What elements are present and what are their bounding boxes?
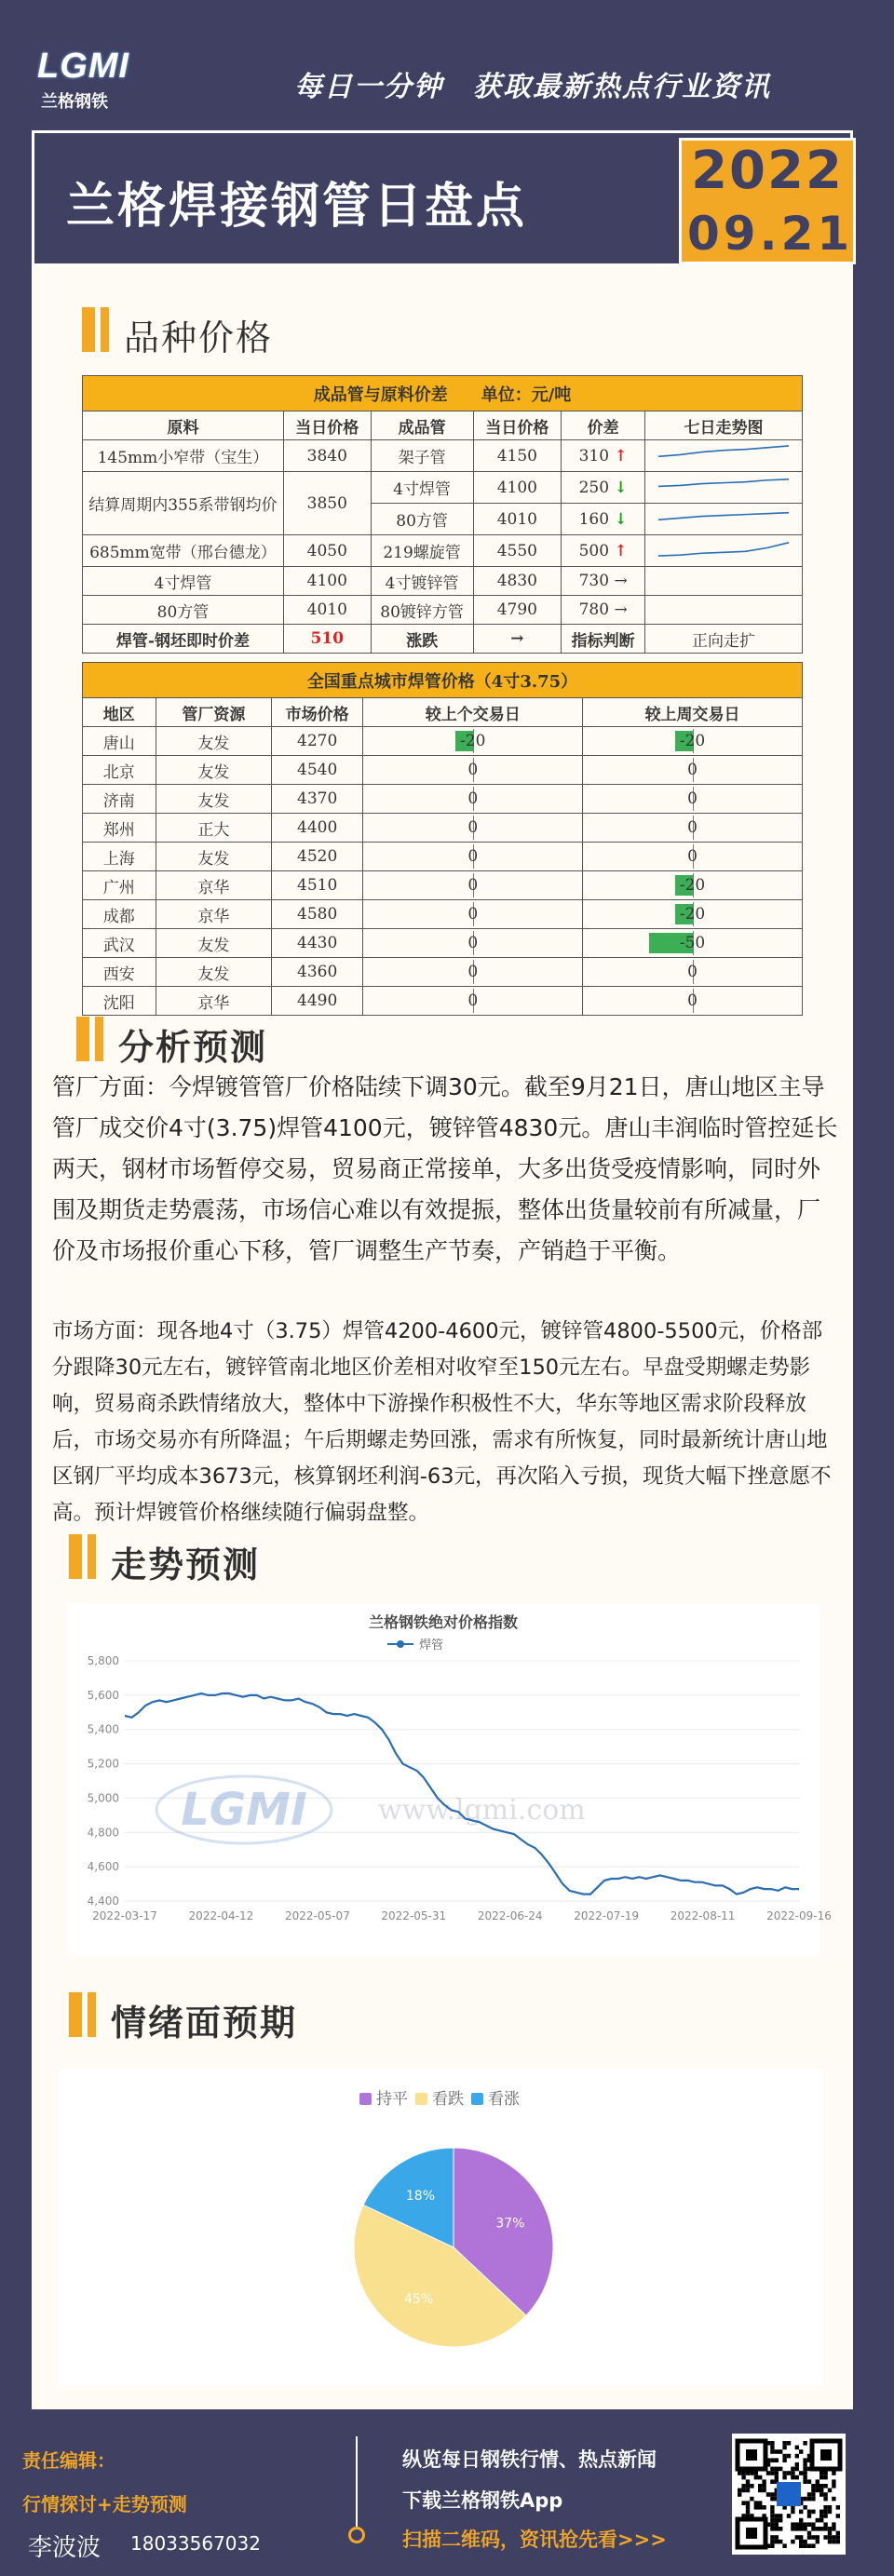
change-cell — [583, 843, 803, 871]
mill-name: 正大 — [156, 814, 271, 843]
sparkline — [649, 504, 798, 530]
footer-line-2: 下载兰格钢铁App — [402, 2489, 563, 2512]
sparkline-cell — [645, 567, 803, 596]
change-cell — [363, 727, 583, 756]
x-tick-label: 2022-05-07 — [284, 1909, 350, 1922]
column-header: 七日走势图 — [645, 411, 803, 440]
logo-mark: LGMI — [37, 47, 129, 86]
spread-cell — [562, 567, 645, 596]
spread-value: 500 — [578, 541, 610, 560]
slice-label: 37% — [495, 2216, 525, 2232]
change-value: 0 — [467, 934, 479, 952]
market-price: 4520 — [272, 843, 363, 871]
down-arrow-icon: ↓ — [614, 509, 628, 529]
analysis-paragraph-2: 市场方面：现各地4寸（3.75）焊管4200-4600元，镀锌管4800-5500元，价格部分跟降30元左右，镀锌管南北地区价差相对收窄至150元左右。早盘受期螺走势影响，贸易商杀跌情绪放大，整体中下游操作积极性不大，华东等地区需求阶段释放后，市场交易亦有所降温；午后期螺走势回涨，需求有所恢复，同时最新统计唐山地区钢厂平均成本3673元，核算钢坯利润-63元，再次陷入亏损，现货大幅下挫意愿不高。预计焊镀管价格继续随行偏弱盘整。 — [52, 1319, 832, 1525]
change-cell — [363, 871, 583, 900]
mill-name: 友发 — [156, 785, 271, 814]
price-row — [83, 440, 803, 472]
city-row — [83, 814, 803, 843]
city-name: 沈阳 — [83, 987, 156, 1016]
sparkline — [649, 472, 798, 498]
sparkline-path — [658, 543, 789, 556]
mill-name: 友发 — [156, 843, 271, 871]
market-price: 4580 — [272, 900, 363, 929]
sparkline-cell — [645, 440, 803, 472]
x-tick-label: 2022-08-11 — [670, 1909, 736, 1922]
up-arrow-icon: ↑ — [614, 446, 628, 465]
date-year: 2022 — [691, 141, 844, 201]
legend-label: 持平 — [376, 2090, 408, 2109]
price-row — [83, 596, 803, 625]
spread-cell — [562, 504, 645, 535]
y-tick-label: 4,400 — [87, 1895, 119, 1908]
logo-cn: 兰格钢铁 — [41, 92, 108, 112]
change-cell — [363, 958, 583, 987]
city-name: 上海 — [83, 843, 156, 871]
market-price: 4370 — [272, 785, 363, 814]
qr-code[interactable] — [732, 2434, 846, 2555]
material-price: 4010 — [283, 596, 371, 625]
watermark-url: www.lgmi.com — [378, 1794, 586, 1827]
signal-value: 正向走扩 — [645, 625, 803, 654]
material-price: 4100 — [283, 567, 371, 596]
column-header: 原料 — [83, 411, 284, 440]
change-value: 0 — [467, 847, 479, 866]
market-price: 4490 — [272, 987, 363, 1016]
product-price: 4790 — [473, 596, 562, 625]
sparkline-cell — [645, 596, 803, 625]
market-price: 4360 — [272, 958, 363, 987]
change-value: 0 — [467, 761, 479, 779]
change-cell — [583, 785, 803, 814]
change-value: 0 — [467, 789, 479, 808]
summary-row — [83, 625, 803, 654]
column-header: 地区 — [83, 698, 156, 727]
x-tick-label: 2022-04-12 — [188, 1909, 254, 1922]
market-price: 4540 — [272, 756, 363, 785]
city-table — [82, 662, 803, 1016]
city-row — [83, 727, 803, 756]
spread-value: 250 — [578, 478, 610, 497]
city-row — [83, 929, 803, 958]
summary-value: 510 — [283, 625, 371, 654]
spread-value: 730 — [578, 572, 610, 590]
y-tick-label: 5,800 — [87, 1654, 119, 1667]
city-row — [83, 756, 803, 785]
divider — [356, 2436, 358, 2533]
up-arrow-icon: ↑ — [614, 541, 628, 560]
spread-value: 780 — [578, 600, 610, 619]
editor-label: 责任编辑： — [22, 2449, 115, 2472]
down-arrow-icon: ↓ — [614, 478, 628, 497]
sparkline — [649, 535, 798, 561]
section-title: 分析预测 — [118, 1027, 268, 1068]
slogan: 每日一分钟 获取最新热点行业资讯 — [294, 71, 771, 103]
column-header: 市场价格 — [272, 698, 363, 727]
qr-logo — [777, 2482, 801, 2506]
change-value: 0 — [687, 963, 698, 981]
x-tick-label: 2022-03-17 — [92, 1909, 157, 1922]
city-name: 郑州 — [83, 814, 156, 843]
change-cell — [583, 929, 803, 958]
product-price: 4830 — [473, 567, 562, 596]
change-cell — [583, 958, 803, 987]
legend-swatch — [359, 2093, 372, 2105]
legend-marker — [397, 1640, 404, 1648]
change-value: 0 — [687, 789, 698, 808]
y-tick-label: 5,400 — [87, 1722, 119, 1736]
city-row — [83, 871, 803, 900]
product-name: 4寸焊管 — [371, 472, 473, 504]
change-value: -20 — [679, 732, 706, 750]
price-row — [83, 567, 803, 596]
change-cell — [363, 843, 583, 871]
city-row — [83, 785, 803, 814]
change-cell — [363, 814, 583, 843]
column-header: 管厂资源 — [156, 698, 271, 727]
product-name: 80镀锌方管 — [371, 596, 473, 625]
flat-arrow-icon: → — [614, 600, 628, 619]
editor-phone: 18033567032 — [130, 2532, 261, 2555]
market-price: 4270 — [272, 727, 363, 756]
material-price: 3850 — [283, 472, 371, 535]
change-cell — [363, 987, 583, 1016]
divider-dot — [348, 2527, 365, 2543]
change-cell — [363, 900, 583, 929]
flat-arrow-icon: → — [614, 572, 628, 590]
spread-cell — [562, 472, 645, 504]
footer-line-3[interactable]: 扫描二维码，资讯抢先看>>> — [402, 2529, 667, 2551]
summary-label: 焊管-钢坯即时价差 — [83, 625, 284, 654]
sparkline-path — [658, 479, 789, 487]
change-value: -50 — [679, 934, 706, 952]
change-label: 涨跌 — [371, 625, 473, 654]
change-value: 0 — [467, 818, 479, 837]
market-price: 4430 — [272, 929, 363, 958]
sparkline-cell — [645, 472, 803, 504]
spread-value: 160 — [578, 509, 610, 529]
change-value: 0 — [467, 991, 479, 1010]
material-name: 结算周期内355系带钢均价 — [83, 472, 284, 535]
y-tick-label: 5,000 — [87, 1791, 119, 1805]
sentiment-chart — [58, 2069, 823, 2385]
change-cell — [583, 814, 803, 843]
change-cell — [583, 900, 803, 929]
spread-cell — [562, 535, 645, 567]
change-value: -20 — [460, 732, 486, 750]
change-cell — [363, 756, 583, 785]
city-name: 济南 — [83, 785, 156, 814]
column-header: 价差 — [562, 411, 645, 440]
city-name: 唐山 — [83, 727, 156, 756]
signal-label: 指标判断 — [562, 625, 645, 654]
change-value: 0 — [467, 905, 479, 924]
change-value: → — [473, 625, 562, 654]
mill-name: 友发 — [156, 958, 271, 987]
spread-cell — [562, 440, 645, 472]
spread-cell — [562, 596, 645, 625]
city-table-header: 全国重点城市焊管价格（4寸3.75） — [83, 663, 803, 698]
footer-line-1: 纵览每日钢铁行情、热点新闻 — [402, 2448, 657, 2471]
sparkline-cell — [645, 535, 803, 567]
city-name: 成都 — [83, 900, 156, 929]
change-value: 0 — [687, 818, 698, 837]
legend-swatch — [415, 2093, 427, 2105]
legend-label: 看涨 — [488, 2090, 520, 2109]
content-card — [32, 130, 853, 2409]
x-tick-label: 2022-06-24 — [477, 1909, 543, 1922]
pie-chart-svg — [58, 2069, 823, 2385]
legend-label: 焊管 — [419, 1639, 444, 1652]
sparkline-path — [658, 513, 789, 520]
sparkline-cell — [645, 504, 803, 535]
change-cell — [583, 727, 803, 756]
column-header: 较上个交易日 — [363, 698, 583, 727]
mill-name: 京华 — [156, 900, 271, 929]
product-name: 4寸镀锌管 — [371, 567, 473, 596]
mill-name: 友发 — [156, 756, 271, 785]
city-name: 广州 — [83, 871, 156, 900]
title-bar — [32, 130, 853, 266]
change-cell — [363, 785, 583, 814]
y-tick-label: 4,600 — [87, 1860, 119, 1874]
price-table-header: 成品管与原料价差 单位：元/吨 — [83, 376, 803, 411]
change-value: 0 — [687, 761, 698, 779]
legend-label: 看跌 — [432, 2090, 464, 2109]
material-price: 4050 — [283, 535, 371, 567]
price-row — [83, 535, 803, 567]
spread-value: 310 — [578, 446, 610, 465]
change-cell — [583, 871, 803, 900]
editor-name: 李波波 — [28, 2534, 102, 2562]
slice-label: 45% — [404, 2291, 434, 2307]
mill-name: 京华 — [156, 987, 271, 1016]
change-cell — [363, 929, 583, 958]
slice-label: 18% — [405, 2188, 436, 2204]
date-day: 09.21 — [687, 207, 854, 261]
chart-title: 兰格钢铁绝对价格指数 — [368, 1613, 519, 1631]
material-name: 80方管 — [83, 596, 284, 625]
change-value: 0 — [467, 876, 479, 895]
product-price: 4100 — [473, 472, 562, 504]
change-value: -20 — [679, 876, 706, 895]
column-header: 成品管 — [371, 411, 473, 440]
column-header: 较上周交易日 — [583, 698, 803, 727]
section-title: 情绪面预期 — [111, 2003, 298, 2043]
y-tick-label: 5,600 — [87, 1688, 119, 1702]
mill-name: 友发 — [156, 727, 271, 756]
material-price: 3840 — [283, 440, 371, 472]
product-price: 4150 — [473, 440, 562, 472]
analysis-paragraph-1: 管厂方面：今焊镀管管厂价格陆续下调30元。截至9月21日，唐山地区主导管厂成交价4寸(3.75)焊管4100元，镀锌管4830元。唐山丰润临时管控延长两天，钢材市场暂停交易，贸易商正常接单，大多出货受疫情影响，同时外围及期货走势震荡，市场信心难以有效提振，整体出货量较前有所减量，厂价及市场报价重心下移，管厂调整生产节奏，产销趋于平衡。 — [52, 1073, 838, 1264]
mill-name: 京华 — [156, 871, 271, 900]
header-band — [0, 0, 894, 130]
city-row — [83, 958, 803, 987]
section-title: 走势预测 — [111, 1544, 261, 1585]
mill-name: 友发 — [156, 929, 271, 958]
sparkline-path — [658, 446, 789, 456]
column-header: 当日价格 — [283, 411, 371, 440]
x-tick-label: 2022-05-31 — [381, 1909, 447, 1922]
sparkline — [649, 440, 798, 466]
product-price: 4010 — [473, 504, 562, 535]
material-name: 685mm宽带（邢台德龙） — [83, 535, 284, 567]
x-tick-label: 2022-09-16 — [766, 1909, 832, 1922]
city-row — [83, 987, 803, 1016]
change-value: 0 — [687, 991, 698, 1010]
market-price: 4400 — [272, 814, 363, 843]
page-title: 兰格焊接钢管日盘点 — [66, 178, 528, 235]
product-name: 80方管 — [371, 504, 473, 535]
change-cell — [583, 756, 803, 785]
change-value: 0 — [467, 963, 479, 981]
change-cell — [583, 987, 803, 1016]
legend-swatch — [471, 2093, 483, 2105]
column-header: 当日价格 — [473, 411, 562, 440]
city-name: 西安 — [83, 958, 156, 987]
section-title: 品种价格 — [124, 317, 274, 358]
change-value: 0 — [687, 847, 698, 866]
date-badge — [679, 138, 856, 264]
y-tick-label: 5,200 — [87, 1757, 119, 1771]
price-row — [83, 472, 803, 504]
change-value: -20 — [679, 905, 706, 924]
city-row — [83, 843, 803, 871]
city-name: 北京 — [83, 756, 156, 785]
product-price: 4550 — [473, 535, 562, 567]
product-name: 219螺旋管 — [371, 535, 473, 567]
lgmi-logo — [37, 47, 147, 123]
city-row — [83, 900, 803, 929]
material-name: 145mm小窄带（宝生） — [83, 440, 284, 472]
line-chart-svg — [67, 1603, 832, 1955]
watermark-logo: LGMI — [181, 1784, 307, 1836]
product-name: 架子管 — [371, 440, 473, 472]
x-tick-label: 2022-07-19 — [574, 1909, 640, 1922]
price-table — [82, 375, 803, 654]
market-price: 4510 — [272, 871, 363, 900]
price-index-chart — [67, 1603, 832, 1955]
watermark — [156, 1776, 586, 1843]
material-name: 4寸焊管 — [83, 567, 284, 596]
city-name: 武汉 — [83, 929, 156, 958]
y-tick-label: 4,800 — [87, 1826, 119, 1840]
editor-column: 行情探讨+走势预测 — [22, 2493, 187, 2515]
